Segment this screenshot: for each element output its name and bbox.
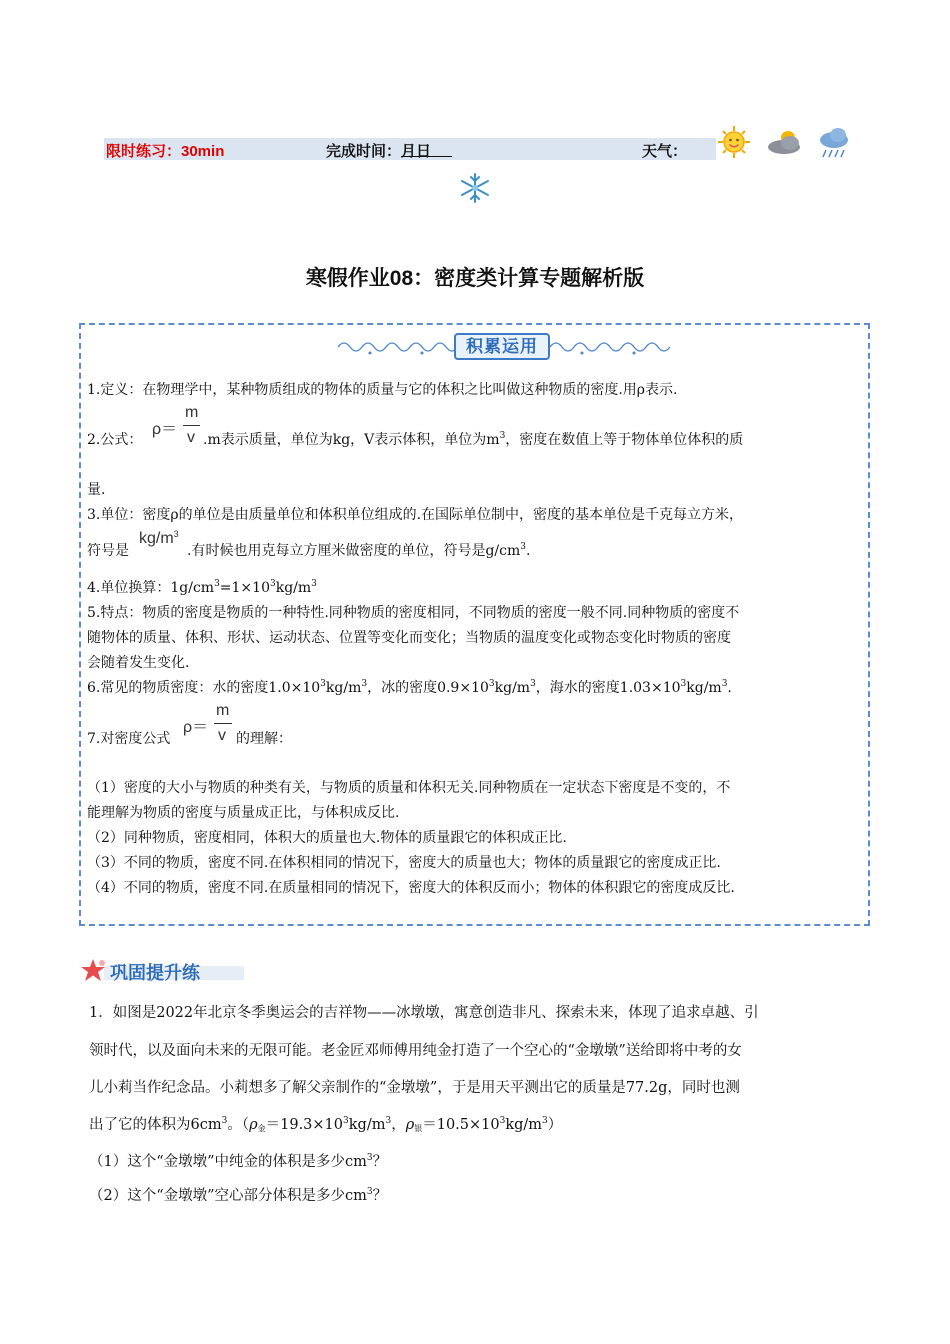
page-title: 寒假作业08：密度类计算专题解析版 <box>305 267 645 290</box>
question-1-line-3: 儿小莉当作纪念品。小莉想多了解父亲制作的“金墩墩”，于是用天平测出它的质量是77.2g，同时也测 <box>89 1080 740 1096</box>
question-1-line-2: 领时代，以及面向未来的无限可能。老金匠邓师傅用纯金打造了一个空心的“金墩墩”送给即将中考的女 <box>89 1043 742 1059</box>
unit-symbol-rest: .有时候也用克每立方厘米做密度的单位，符号是$g/cm^3$. <box>187 542 531 559</box>
point-4: （4）不同的物质，密度不同.在质量相同的情况下，密度大的体积反而小；物体的体积跟它的密度成反比. <box>87 880 735 896</box>
question-1-sub-1: （1）这个“金墩墩”中纯金的体积是多少$cm^3$？ <box>89 1153 388 1170</box>
section-heading: 巩固提升练 <box>110 963 200 983</box>
formula-line: 2.公式： <box>87 432 143 448</box>
unit-conversion-line: 4.单位换算：$1g/cm^3=1\times 10^3kg/m^3$ <box>87 579 317 596</box>
unit-symbol-line: 符号是 <box>87 543 129 559</box>
time-limit: 限时练习：30min <box>106 143 225 160</box>
formula2-rho: ρ＝ <box>183 719 209 736</box>
formula-m: m <box>185 404 199 421</box>
point-3: （3）不同的物质，密度不同.在体积相同的情况下，密度大的质量也大；物体的质量跟它的密度成正比. <box>87 855 721 871</box>
snowflake-icon <box>458 172 492 204</box>
unit-line: 3.单位：密度ρ的单位是由质量单位和体积单位组成的.在国际单位制中，密度的基本单位是千克每立方米， <box>87 507 744 523</box>
understanding-prefix: 7.对密度公式 <box>87 731 171 747</box>
question-1-line-1: 1．如图是2022年北京冬季奥运会的吉祥物——冰墩墩，寓意创造非凡、探索未来，体现了追求卓越、引 <box>89 1005 759 1021</box>
formula-rho: ρ＝ <box>152 421 178 438</box>
formula-description-cont: 量. <box>87 482 106 498</box>
sun-icon <box>718 126 750 158</box>
question-1-line-4: 出了它的体积为$6cm^3$。（ρ金$=19.3\times 10^3kg/m^3$，ρ银$=10.5\times 10^3kg/m^3$） <box>89 1116 563 1133</box>
definition-line: 1.定义：在物理学中，某种物质组成的物体的质量与它的体积之比叫做这种物质的密度.用ρ表示. <box>87 382 678 398</box>
completion-time: 完成时间： 月 日 <box>326 140 431 161</box>
weather-icons <box>716 124 856 164</box>
weather-label: 天气： <box>642 143 688 160</box>
point-2: （2）同种物质，密度相同，体积大的质量也大.物体的质量跟它的体积成正比. <box>87 830 567 846</box>
day-blank[interactable] <box>416 142 452 157</box>
feature-line-3: 会随着发生变化. <box>87 655 190 671</box>
fraction-bar-2 <box>214 723 232 724</box>
star-icon <box>81 959 105 981</box>
formula2-v: v <box>218 727 226 744</box>
header-bar <box>104 138 716 160</box>
understanding-suffix: 的理解： <box>236 731 292 747</box>
rain-cloud-icon <box>820 128 848 157</box>
formula2-m: m <box>216 702 230 719</box>
feature-line-1: 5.特点：物质的密度是物质的一种特性.同种物质的密度相同，不同物质的密度一般不同.同种物质的密度不 <box>87 605 740 621</box>
formula-v: v <box>187 429 195 446</box>
formula-description: .m表示质量，单位为kg，V表示体积，单位为$m^3$，密度在数值上等于物体单位体积的质 <box>203 431 744 448</box>
feature-line-2: 随物体的质量、体积、形状、运动状态、位置等变化而变化；当物质的温度变化或物态变化时物质的密度 <box>87 630 731 646</box>
common-density-line: 6.常见的物质密度：水的密度$1.0\times 10^3kg/m^3$，冰的密度$0.9\times 10^3kg/m^3$，海水的密度$1.03\times 10^3kg/m^3$. <box>87 679 732 696</box>
point-1-line-2: 能理解为物质的密度与质量成正比，与体积成反比. <box>87 805 400 821</box>
banner-title: 积累运用 <box>454 333 550 360</box>
partly-cloudy-icon <box>768 131 800 154</box>
point-1-line-1: （1）密度的大小与物质的种类有关，与物质的质量和体积无关.同种物质在一定状态下密度是不变的，不 <box>87 780 731 796</box>
unit-kg-m3: $kg/m^3$ <box>139 529 179 547</box>
question-1-sub-2: （2）这个“金墩墩”空心部分体积是多少$cm^3$？ <box>89 1187 388 1204</box>
fraction-bar <box>183 425 200 426</box>
